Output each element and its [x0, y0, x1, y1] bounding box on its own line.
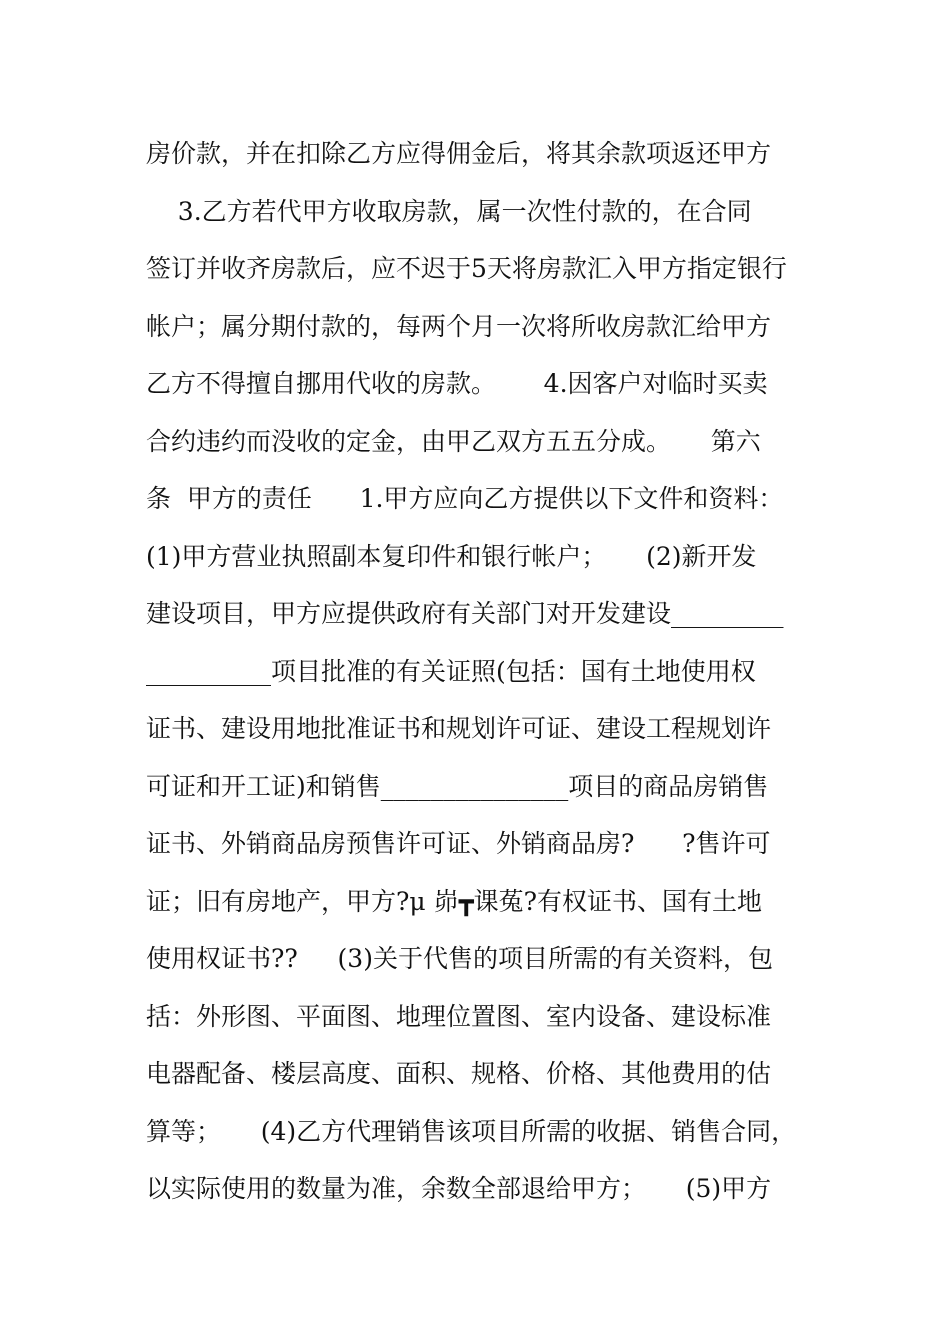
text-line: (1)甲方营业执照副本复印件和银行帐户； (2)新开发: [146, 541, 757, 571]
text-line: 算等； (4)乙方代理销售该项目所需的收据、销售合同，: [146, 1116, 797, 1146]
text-line: 证；旧有房地产，甲方?μ 峁┳课菟?有权证书、国有土地: [146, 886, 763, 916]
text-line: 签订并收齐房款后，应不迟于5天将房款汇入甲方指定银行: [146, 254, 787, 283]
contract-text-body: [146, 125, 826, 1218]
text-line: 房价款，并在扣除乙方应得佣金后，将其余款项返还甲方: [146, 139, 772, 168]
text-line: 电器配备、楼层高度、面积、规格、价格、其他费用的估: [146, 1059, 772, 1088]
text-line: __________项目批准的有关证照(包括：国有土地使用权: [146, 656, 756, 686]
text-line: 条 甲方的责任 1.甲方应向乙方提供以下文件和资料：: [146, 484, 784, 513]
text-line: 建设项目，甲方应提供政府有关部门对开发建设_________: [146, 599, 784, 628]
text-line: 以实际使用的数量为准，余数全部退给甲方； (5)甲方: [146, 1174, 772, 1203]
text-line: 括：外形图、平面图、地理位置图、室内设备、建设标准: [146, 1001, 772, 1031]
text-line: 帐户；属分期付款的，每两个月一次将所收房款汇给甲方: [146, 311, 772, 341]
text-line: 使用权证书?? (3)关于代售的项目所需的有关资料，包: [146, 944, 773, 973]
text-line: 证书、外销商品房预售许可证、外销商品房? ?售许可: [146, 829, 771, 858]
text-line: 合约违约而没收的定金，由甲乙双方五五分成。 第六: [146, 426, 761, 456]
text-line: 证书、建设用地批准证书和规划许可证、建设工程规划许: [146, 714, 772, 743]
text-line: 乙方不得擅自挪用代收的房款。 4.因客户对临时买卖: [146, 369, 768, 398]
text-line: 3.乙方若代甲方收取房款，属一次性付款的，在合同: [146, 196, 752, 226]
text-line: 可证和开工证)和销售_______________项目的商品房销售: [146, 771, 769, 801]
